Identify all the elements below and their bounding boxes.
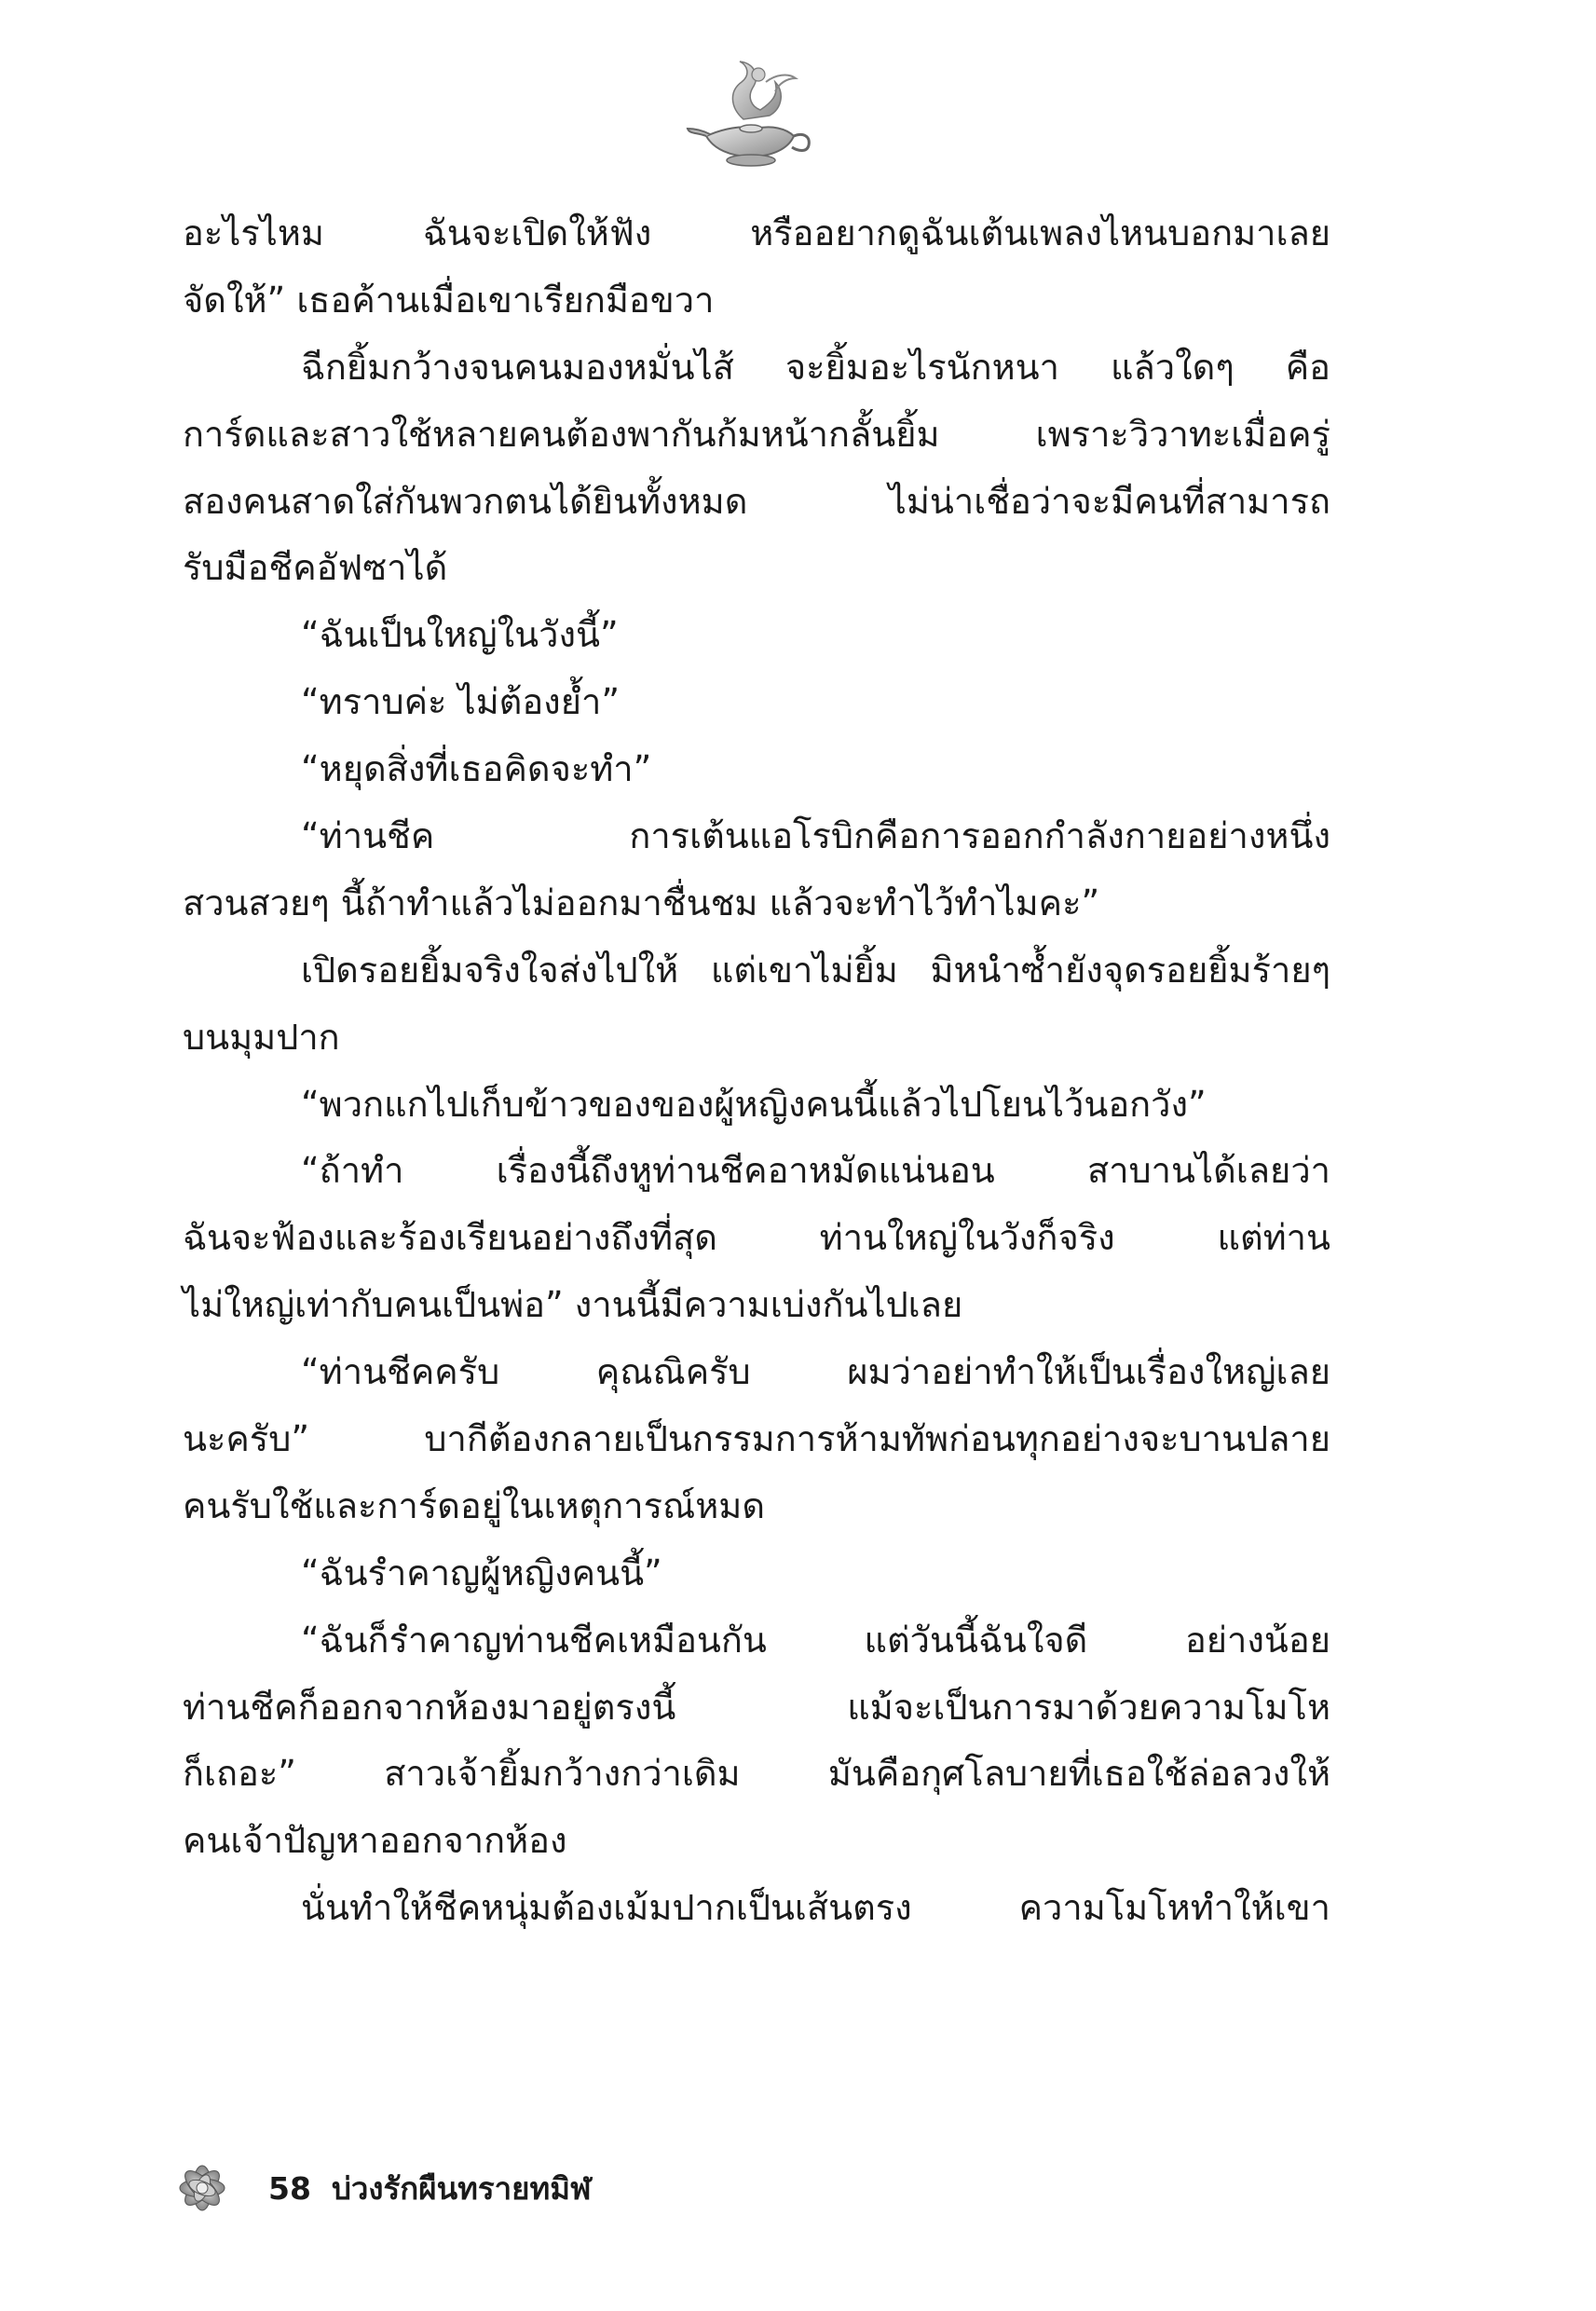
text-line: “ฉันรำคาญผู้หญิงคนนี้” [301,1552,662,1593]
page-number: 58 [268,2169,311,2207]
text-line: สองคนสาดใส่กันพวกตนได้ยินทั้งหมด ไม่น่าเชื่อว่าจะมีคนที่สามารถ [183,480,1330,522]
text-line: “ท่านชีคครับ คุณณิครับ ผมว่าอย่าทำให้เป็นเรื่องใหญ่เลย [301,1351,1330,1393]
text-line: “ฉันก็รำคาญท่านชีคเหมือนกัน แต่วันนี้ฉันใจดี อย่างน้อย [301,1619,1330,1661]
text-line: เปิดรอยยิ้มจริงใจส่งไปให้ แต่เขาไม่ยิ้ม มิหนำซ้ำยังจุดรอยยิ้มร้ายๆ [301,949,1330,991]
text-line: ก็เถอะ” สาวเจ้ายิ้มกว้างกว่าเดิม มันคือกุศโลบายที่เธอใช้ล่อลวงให้ [183,1753,1330,1795]
text-line: “ถ้าทำ เรื่องนี้ถึงหูท่านชีคอาหมัดแน่นอน สาบานได้เลยว่า [301,1150,1330,1192]
flower-icon [173,2159,231,2217]
text-line: “ทราบค่ะ ไม่ต้องย้ำ” [301,681,621,723]
text-line: บนมุมปาก [183,1016,340,1058]
text-line: ไม่ใหญ่เท่ากับคนเป็นพ่อ” งานนี้มีความเบ่งกันไปเลย [183,1284,963,1326]
text-line: นะครับ” บากีต้องกลายเป็นกรรมการห้ามทัพก่อนทุกอย่างจะบานปลาย [183,1418,1330,1460]
text-line: “ฉันเป็นใหญ่ในวังนี้” [301,614,619,656]
body-text [183,200,1330,1942]
text-line: ฉีกยิ้มกว้างจนคนมองหมั่นไส้ จะยิ้มอะไรนักหนา แล้วใดๆ คือ [301,346,1330,388]
text-line: จัดให้” เธอค้านเมื่อเขาเรียกมือขวา [183,279,715,321]
text-line: ฉันจะฟ้องและร้องเรียนอย่างถึงที่สุด ท่านใหญ่ในวังก็จริง แต่ท่าน [183,1217,1330,1259]
genie-lamp-icon [686,54,816,173]
page-footer [173,2158,592,2218]
text-line: การ์ดและสาวใช้หลายคนต้องพากันก้มหน้ากลั้นยิ้ม เพราะวิวาทะเมื่อครู่ [183,413,1330,455]
text-line: คนเจ้าปัญหาออกจากห้อง [183,1820,567,1862]
text-line: คนรับใช้และการ์ดอยู่ในเหตุการณ์หมด [183,1484,766,1526]
text-line: นั่นทำให้ชีคหนุ่มต้องเม้มปากเป็นเส้นตรง ความโมโหทำให้เขา [301,1887,1330,1929]
text-line: รับมือชีคอัฟซาได้ [183,547,448,589]
text-line: สวนสวยๆ นี้ถ้าทำแล้วไม่ออกมาชื่นชม แล้วจะทำไว้ทำไมคะ” [183,882,1100,923]
text-line: ท่านชีคก็ออกจากห้องมาอยู่ตรงนี้ แม้จะเป็นการมาด้วยความโมโห [183,1686,1330,1728]
text-line: “พวกแกไปเก็บข้าวของของผู้หญิงคนนี้แล้วไปโยนไว้นอกวัง” [301,1083,1207,1125]
text-line: “หยุดสิ่งที่เธอคิดจะทำ” [301,748,652,790]
text-line: “ท่านชีค การเต้นแอโรบิกคือการออกกำลังกายอย่างหนึ่ง [301,815,1330,857]
book-title: บ่วงรักผืนทรายทมิฬ [331,2169,592,2207]
text-line: อะไรไหม ฉันจะเปิดให้ฟัง หรืออยากดูฉันเต้นเพลงไหนบอกมาเลย [183,212,1330,253]
